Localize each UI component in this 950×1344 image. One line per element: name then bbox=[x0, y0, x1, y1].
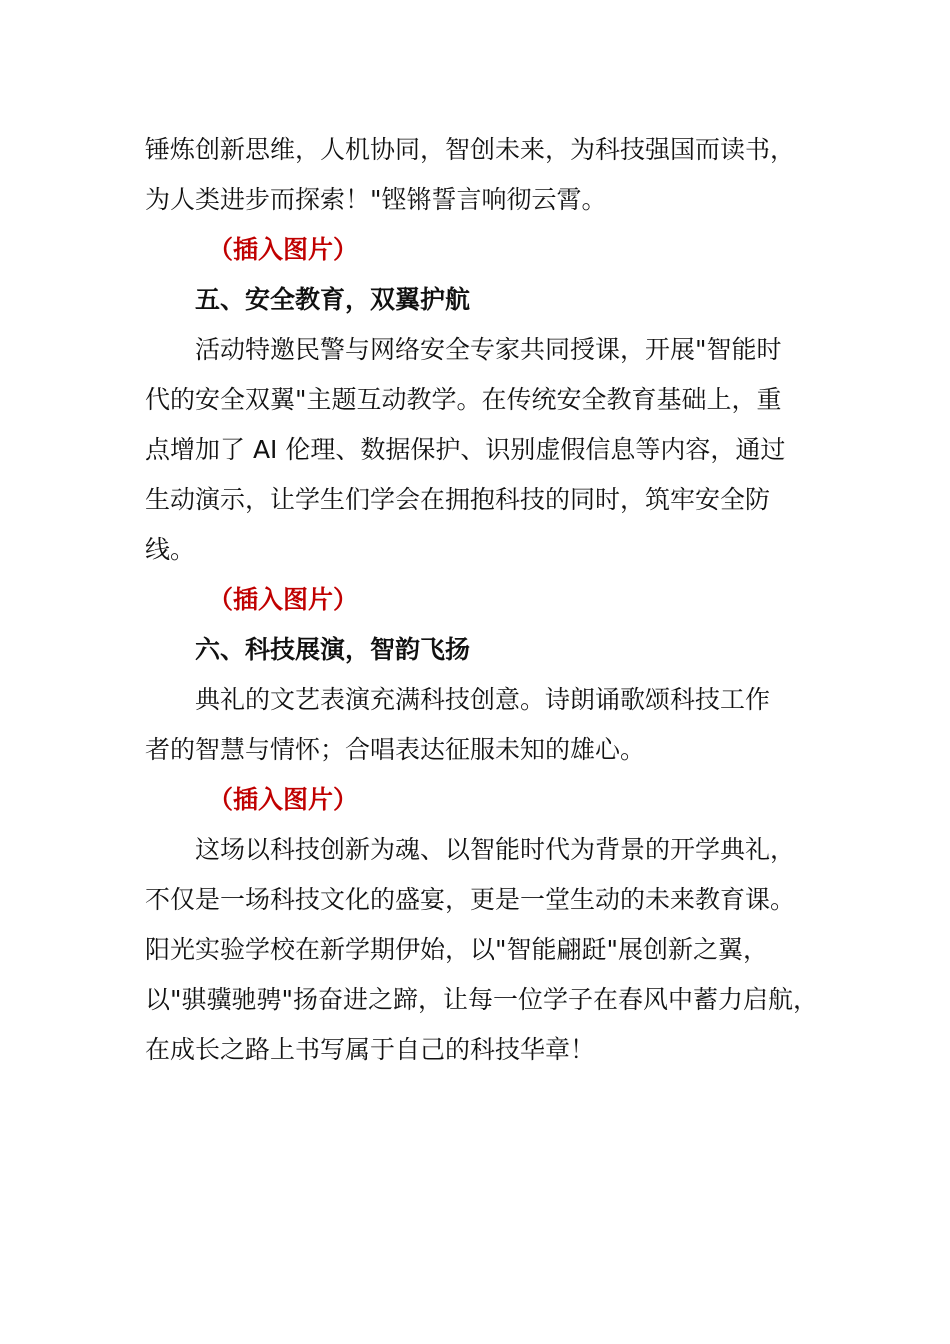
body-line: 这场以科技创新为魂、以智能时代为背景的开学典礼， bbox=[195, 835, 796, 864]
image-placeholder: （插入图片） bbox=[208, 235, 359, 264]
body-line: 锤炼创新思维，人机协同，智创未来，为科技强国而读书， bbox=[145, 135, 796, 164]
body-line: 线。 bbox=[145, 535, 196, 564]
body-line: 以"骐骥驰骋"扬奋进之蹄，让每一位学子在春风中蓄力启航， bbox=[145, 985, 819, 1014]
section-heading-6: 六、科技展演，智韵飞扬 bbox=[195, 635, 471, 664]
image-placeholder: （插入图片） bbox=[208, 585, 359, 614]
body-line: 为人类进步而探索！"铿锵誓言响彻云霄。 bbox=[145, 185, 607, 214]
body-line: 典礼的文艺表演充满科技创意。诗朗诵歌颂科技工作 bbox=[195, 685, 771, 714]
document-body bbox=[145, 125, 835, 1075]
image-placeholder: （插入图片） bbox=[208, 785, 359, 814]
body-line: 生动演示，让学生们学会在拥抱科技的同时，筑牢安全防 bbox=[145, 485, 771, 514]
body-line: 点增加了 AI 伦理、数据保护、识别虚假信息等内容，通过 bbox=[145, 435, 786, 464]
body-line: 者的智慧与情怀；合唱表达征服未知的雄心。 bbox=[145, 735, 646, 764]
body-line: 在成长之路上书写属于自己的科技华章！ bbox=[145, 1035, 596, 1064]
body-line: 阳光实验学校在新学期伊始，以"智能翩跹"展创新之翼， bbox=[145, 935, 769, 964]
body-line: 活动特邀民警与网络安全专家共同授课，开展"智能时 bbox=[195, 335, 782, 364]
body-line: 代的安全双翼"主题互动教学。在传统安全教育基础上，重 bbox=[145, 385, 782, 414]
section-heading-5: 五、安全教育，双翼护航 bbox=[195, 285, 471, 314]
body-line: 不仅是一场科技文化的盛宴，更是一堂生动的未来教育课。 bbox=[145, 885, 796, 914]
